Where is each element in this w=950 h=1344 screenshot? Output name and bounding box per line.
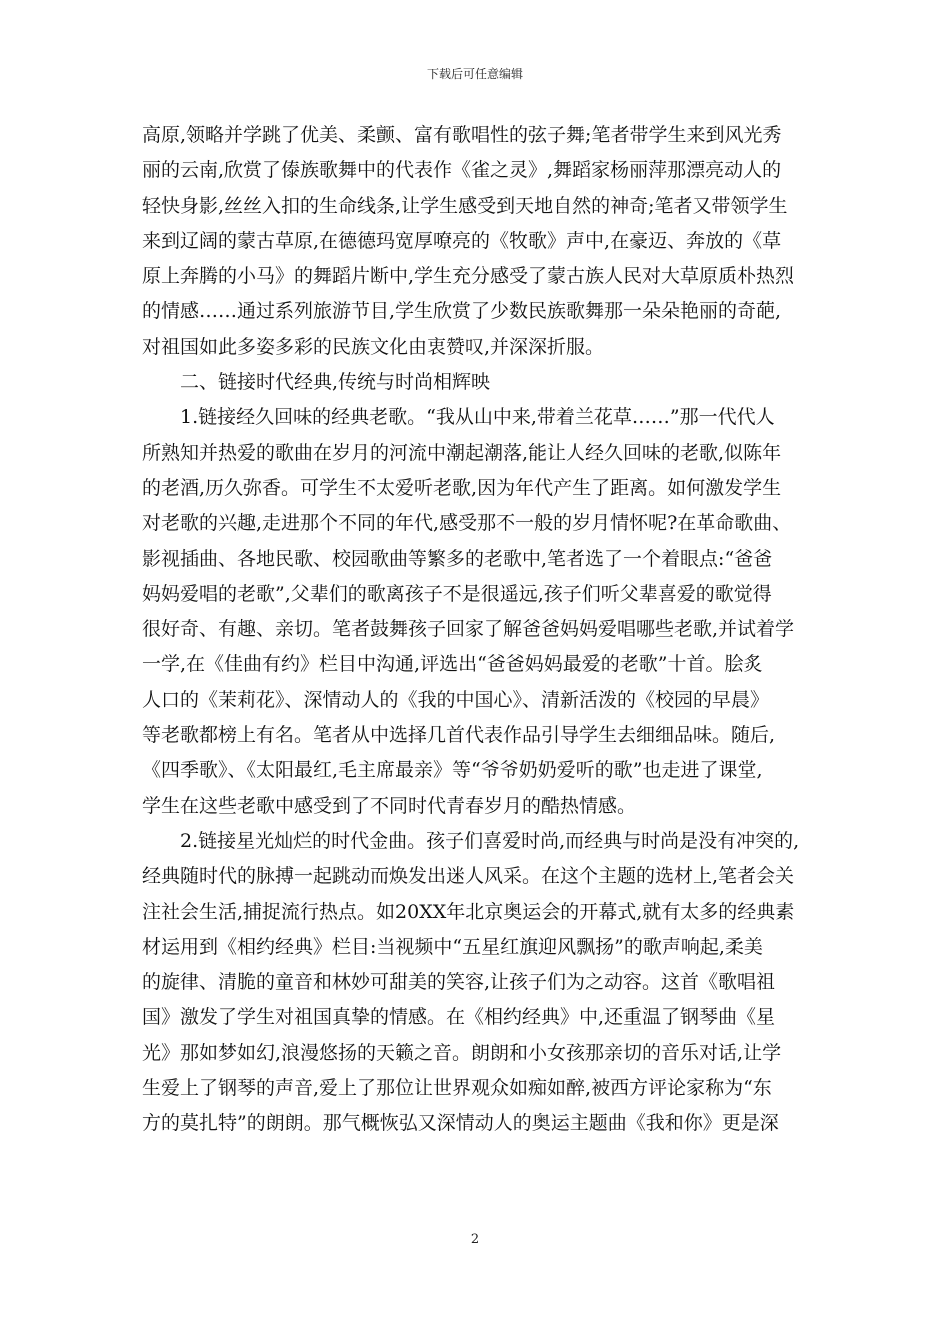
text-line: 对老歌的兴趣,走进那个不同的年代,感受那不一般的岁月情怀呢?在革命歌曲、 [142,512,792,535]
text-line: 学生在这些老歌中感受到了不同时代青春岁月的酷热情感。 [142,794,637,817]
text-line: 等老歌都榜上有名。笔者从中选择几首代表作品引导学生去细细品味。随后, [142,724,776,747]
text-line: 光》那如梦如幻,浪漫悠扬的天籁之音。朗朗和小女孩那亲切的音乐对话,让学 [142,1041,782,1064]
text-line: 丽的云南,欣赏了傣族歌舞中的代表作《雀之灵》,舞蹈家杨丽萍那漂亮动人的 [142,159,782,182]
text-line: 二、链接时代经典,传统与时尚相辉映 [180,371,491,394]
text-line: 经典随时代的脉搏一起跳动而焕发出迷人风采。在这个主题的选材上,笔者会关 [142,865,795,888]
text-line: 2.链接星光灿烂的时代金曲。孩子们喜爱时尚,而经典与时尚是没有冲突的, [180,829,800,852]
text-line: 所熟知并热爱的歌曲在岁月的河流中潮起潮落,能让人经久回味的老歌,似陈年 [142,441,782,464]
text-line: 很好奇、有趣、亲切。笔者鼓舞孩子回家了解爸爸妈妈爱唱哪些老歌,并试着学 [142,618,795,641]
text-line: 一学,在《佳曲有约》栏目中沟通,评选出“爸爸妈妈最爱的老歌”十首。脍炙 [142,653,763,676]
text-line: 注社会生活,捕捉流行热点。如20XX年北京奥运会的开幕式,就有太多的经典素 [142,900,795,923]
text-line: 人口的《茉莉花》、深情动人的《我的中国心》、清新活泼的《校园的早晨》 [142,688,770,711]
page-header: 下载后可任意编辑 [426,67,523,81]
text-line: 原上奔腾的小马》的舞蹈片断中,学生充分感受了蒙古族人民对大草原质朴热烈 [142,265,795,288]
text-line: 的旋律、清脆的童音和林妙可甜美的笑容,让孩子们为之动容。这首《歌唱祖 [142,971,776,994]
text-line: 材运用到《相约经典》栏目:当视频中“五星红旗迎风飘扬”的歌声响起,柔美 [142,935,763,958]
text-line: 方的莫扎特”的朗朗。那气概恢弘又深情动人的奥运主题曲《我和你》更是深 [142,1112,779,1135]
text-line: 来到辽阔的蒙古草原,在德德玛宽厚嘹亮的《牧歌》声中,在豪迈、奔放的《草 [142,229,782,252]
text-line: 《四季歌》、《太阳最红,毛主席最亲》等“爷爷奶奶爱听的歌”也走进了课堂, [142,759,763,782]
text-line: 生爱上了钢琴的声音,爱上了那位让世界观众如痴如醉,被西方评论家称为“东 [142,1077,772,1100]
text-line: 对祖国如此多姿多彩的民族文化由衷赞叹,并深深折服。 [142,335,605,358]
text-line: 的老酒,历久弥香。可学生不太爱听老歌,因为年代产生了距离。如何激发学生 [142,476,782,499]
text-line: 高原,领略并学跳了优美、柔颤、富有歌唱性的弦子舞;笔者带学生来到风光秀 [142,124,782,146]
text-line: 影视插曲、各地民歌、校园歌曲等繁多的老歌中,笔者选了一个着眼点:“爸爸 [142,547,773,570]
text-line: 的情感……通过系列旅游节目,学生欣赏了少数民族歌舞那一朵朵艳丽的奇葩, [142,300,782,323]
text-line: 轻快身影,丝丝入扣的生命线条,让学生感受到天地自然的神奇;笔者又带领学生 [142,194,788,217]
document-body [142,118,808,1142]
page-number: 2 [470,1232,480,1247]
text-line: 国》激发了学生对祖国真挚的情感。在《相约经典》中,还重温了钢琴曲《星 [142,1006,776,1029]
text-line: 1.链接经久回味的经典老歌。“我从山中来,带着兰花草……”那一代代人 [180,406,775,429]
text-line: 妈妈爱唱的老歌”,父辈们的歌离孩子不是很遥远,孩子们听父辈喜爱的歌觉得 [142,582,772,605]
